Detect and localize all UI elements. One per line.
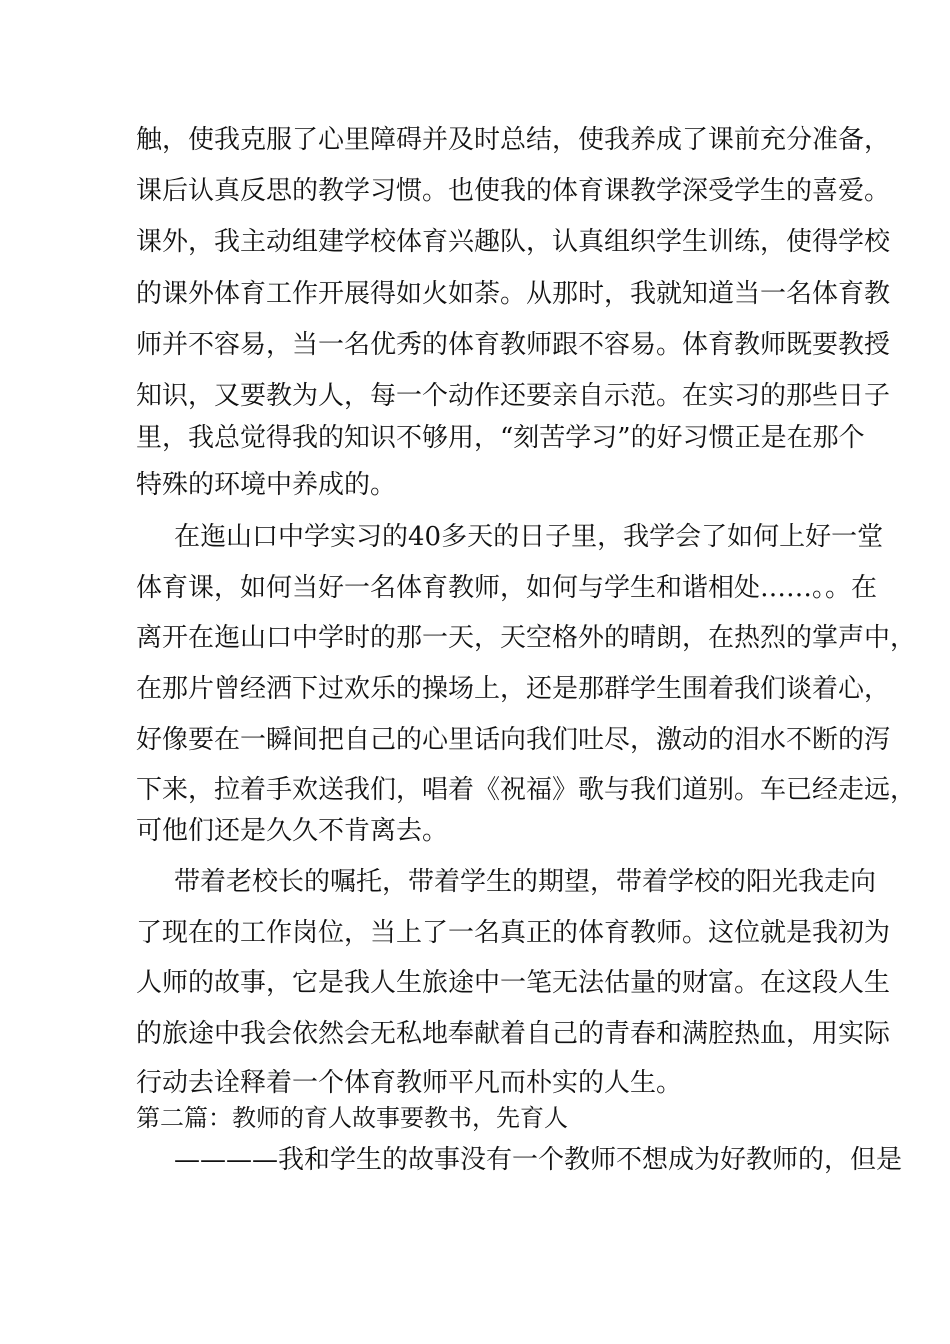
paragraph-1-line: 里，我总觉得我的知识不够用，“刻苦学习”的好习惯正是在那个 — [136, 423, 865, 453]
paragraph-2-line: 在迤山口中学实习的40多天的日子里，我学会了如何上好一堂 — [174, 522, 884, 552]
paragraph-3-line: 人师的故事，它是我人生旅途中一笔无法估量的财富。在这段人生 — [136, 968, 891, 998]
paragraph-1-line: 知识，又要教为人，每一个动作还要亲自示范。在实习的那些日子 — [136, 381, 891, 411]
paragraph-2-line: 下来，拉着手欢送我们，唱着《祝福》歌与我们道别。车已经走远， — [136, 775, 917, 805]
paragraph-3-line: 行动去诠释着一个体育教师平凡而朴实的人生。 — [136, 1068, 683, 1098]
paragraph-3-line: 带着老校长的嘱托，带着学生的期望，带着学校的阳光我走向 — [174, 867, 877, 897]
paragraph-3-line: 了现在的工作岗位，当上了一名真正的体育教师。这位就是我初为 — [136, 918, 891, 948]
paragraph-2-line: 体育课，如何当好一名体育教师，如何与学生和谐相处……。。在 — [136, 573, 878, 603]
paragraph-1-line: 课外，我主动组建学校体育兴趣队，认真组织学生训练，使得学校 — [136, 227, 891, 257]
paragraph-2-line: 可他们还是久久不肯离去。 — [136, 816, 449, 846]
paragraph-1-line: 课后认真反思的教学习惯。也使我的体育课教学深受学生的喜爱。 — [136, 176, 891, 206]
paragraph-1-line: 特殊的环境中养成的。 — [136, 470, 397, 500]
section-heading: 第二篇：教师的育人故事要教书，先育人 — [136, 1104, 568, 1132]
paragraph-4-line: ————我和学生的故事没有一个教师不想成为好教师的，但是 — [174, 1145, 903, 1175]
paragraph-1-line: 的课外体育工作开展得如火如荼。从那时，我就知道当一名体育教 — [136, 279, 891, 309]
paragraph-1-line: 触，使我克服了心里障碍并及时总结，使我养成了课前充分准备， — [136, 125, 891, 155]
paragraph-2-line: 离开在迤山口中学时的那一天，天空格外的晴朗，在热烈的掌声中， — [136, 623, 917, 653]
paragraph-2-line: 好像要在一瞬间把自己的心里话向我们吐尽，激动的泪水不断的泻 — [136, 725, 891, 755]
paragraph-1-line: 师并不容易，当一名优秀的体育教师跟不容易。体育教师既要教授 — [136, 330, 891, 360]
paragraph-3-line: 的旅途中我会依然会无私地奉献着自己的青春和满腔热血，用实际 — [136, 1019, 891, 1049]
paragraph-2-line: 在那片曾经洒下过欢乐的操场上，还是那群学生围着我们谈着心， — [136, 674, 891, 704]
